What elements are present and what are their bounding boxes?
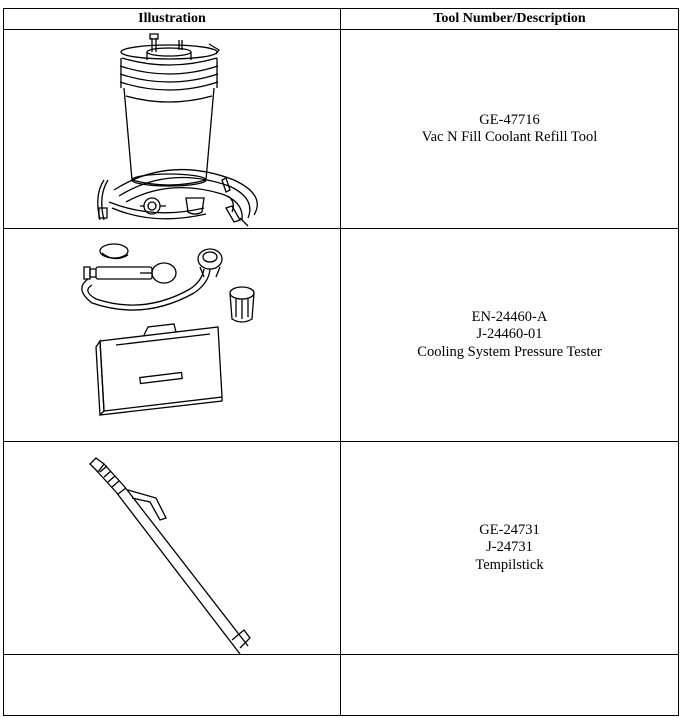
illustration-cell [4,442,341,655]
table-row [4,229,679,442]
tempilstick-icon [4,442,341,654]
table-row [4,655,679,716]
tool-number: GE-47716 [479,111,540,128]
tool-number: EN-24460-A [471,308,548,325]
tools-table [3,8,679,716]
illustration-cell [4,30,341,229]
description-cell [341,655,679,716]
tool-description: Tempilstick [475,556,544,573]
tool-number-alt: J-24460-01 [476,326,543,343]
description-cell [341,229,679,442]
header-tool-description: Tool Number/Description [341,9,679,30]
table-row [4,30,679,229]
tool-number: GE-24731 [479,521,540,538]
tool-description: Cooling System Pressure Tester [417,343,602,360]
pressure-tester-kit-icon [4,229,341,441]
table-row [4,442,679,655]
description-cell [341,442,679,655]
tool-description: Vac N Fill Coolant Refill Tool [421,129,598,145]
header-illustration: Illustration [4,9,341,30]
header-row [4,9,679,30]
tool-number-alt: J-24731 [486,539,533,556]
description-cell [341,30,679,229]
illustration-cell [4,229,341,442]
coolant-refill-tool-icon [4,30,341,228]
illustration-cell [4,655,341,716]
